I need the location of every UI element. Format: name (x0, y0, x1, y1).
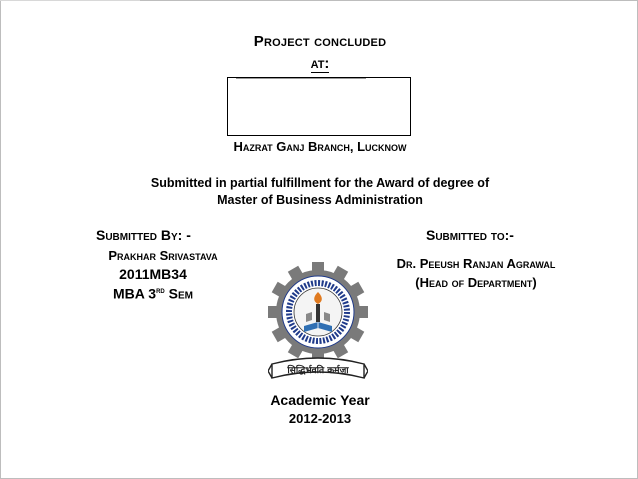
submitted-by-heading: Submitted By: - (96, 227, 191, 243)
company-logo-placeholder (227, 77, 411, 136)
academic-year-value: 2012-2013 (288, 411, 352, 426)
guide-name: Dr. Peeush Ranjan Agrawal (396, 256, 556, 271)
course-suffix: Sem (164, 285, 193, 302)
motto-ribbon (268, 358, 368, 378)
motto-text: सिद्धिर्भवति कर्मजा (287, 366, 349, 376)
course-prefix: MBA 3 (113, 285, 157, 302)
project-title-at: at: (310, 55, 330, 72)
course-superscript: rd (156, 285, 165, 295)
submitted-to-heading: Submitted to:- (426, 227, 514, 243)
submission-line2: Master of Business Administration (217, 193, 423, 207)
student-roll-number: 2011MB34 (119, 266, 187, 282)
academic-year-heading: Academic Year (270, 392, 370, 408)
institute-seal-icon (268, 260, 368, 390)
logo-placeholder-line (236, 78, 366, 79)
branch-name: Hazrat Ganj Branch, Lucknow (233, 139, 407, 154)
top-edge-line (0, 0, 140, 1)
student-name: Prakhar Srivastava (108, 248, 218, 263)
student-course (78, 285, 228, 302)
guide-role: (Head of Department) (415, 275, 537, 290)
project-title-line2 (180, 55, 460, 72)
submission-line1: Submitted in partial fulfillment for the Award of degree of (150, 176, 490, 190)
project-title-line1: Project concluded (253, 33, 387, 50)
